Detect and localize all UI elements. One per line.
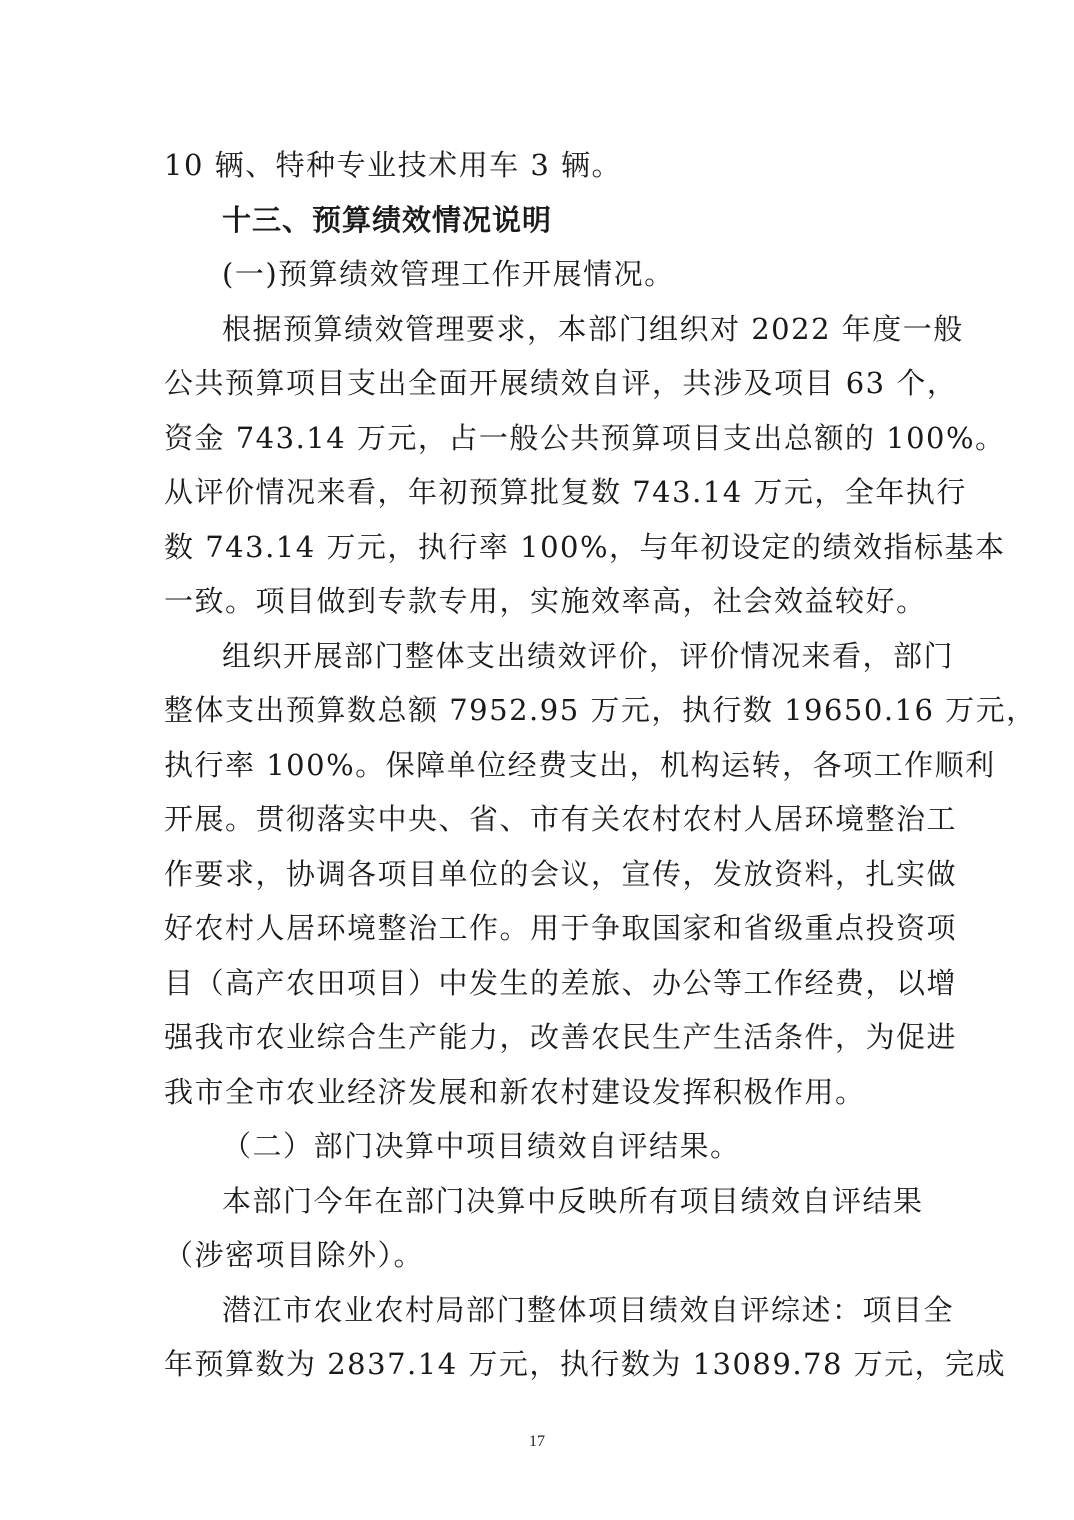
paragraph-line: （涉密项目除外）。	[164, 1238, 425, 1272]
paragraph-line: 数 743.14 万元，执行率 100%，与年初设定的绩效指标基本	[164, 530, 1006, 564]
paragraph-line: 资金 743.14 万元，占一般公共预算项目支出总额的 100%。	[164, 421, 1006, 455]
section-heading: 十三、预算绩效情况说明	[222, 203, 553, 237]
paragraph-line: 根据预算绩效管理要求，本部门组织对 2022 年度一般	[222, 312, 964, 346]
paragraph-line: 一致。项目做到专款专用，实施效率高，社会效益较好。	[164, 584, 927, 618]
paragraph-line: 本部门今年在部门决算中反映所有项目绩效自评结果	[222, 1184, 924, 1218]
paragraph-line: 从评价情况来看，年初预算批复数 743.14 万元，全年执行	[164, 475, 967, 509]
paragraph-line: 好农村人居环境整治工作。用于争取国家和省级重点投资项	[164, 911, 958, 945]
paragraph-line: 目（高产农田项目）中发生的差旅、办公等工作经费，以增	[164, 966, 958, 1000]
page-number: 17	[529, 1433, 545, 1450]
paragraph-line: 强我市农业综合生产能力，改善农民生产生活条件，为促进	[164, 1020, 958, 1054]
paragraph-line: 公共预算项目支出全面开展绩效自评，共涉及项目 63 个，	[164, 366, 958, 400]
paragraph-line: 作要求，协调各项目单位的会议，宣传，发放资料，扎实做	[164, 857, 958, 891]
paragraph-line: 组织开展部门整体支出绩效评价，评价情况来看，部门	[222, 639, 955, 673]
paragraph-line: 整体支出预算数总额 7952.95 万元，执行数 19650.16 万元，	[164, 693, 1037, 727]
paragraph-line: 开展。贯彻落实中央、省、市有关农村农村人居环境整治工	[164, 802, 958, 836]
subsection-heading: (一)预算绩效管理工作开展情况。	[222, 257, 675, 291]
paragraph-line: 年预算数为 2837.14 万元，执行数为 13089.78 万元，完成	[164, 1347, 1007, 1381]
paragraph-line: 执行率 100%。保障单位经费支出，机构运转，各项工作顺利	[164, 748, 996, 782]
subsection-heading: （二）部门决算中项目绩效自评结果。	[222, 1129, 741, 1163]
paragraph-line: 潜江市农业农村局部门整体项目绩效自评综述：项目全	[222, 1293, 955, 1327]
text-line: 10 辆、特种专业技术用车 3 辆。	[164, 148, 623, 182]
paragraph-line: 我市全市农业经济发展和新农村建设发挥积极作用。	[164, 1075, 866, 1109]
